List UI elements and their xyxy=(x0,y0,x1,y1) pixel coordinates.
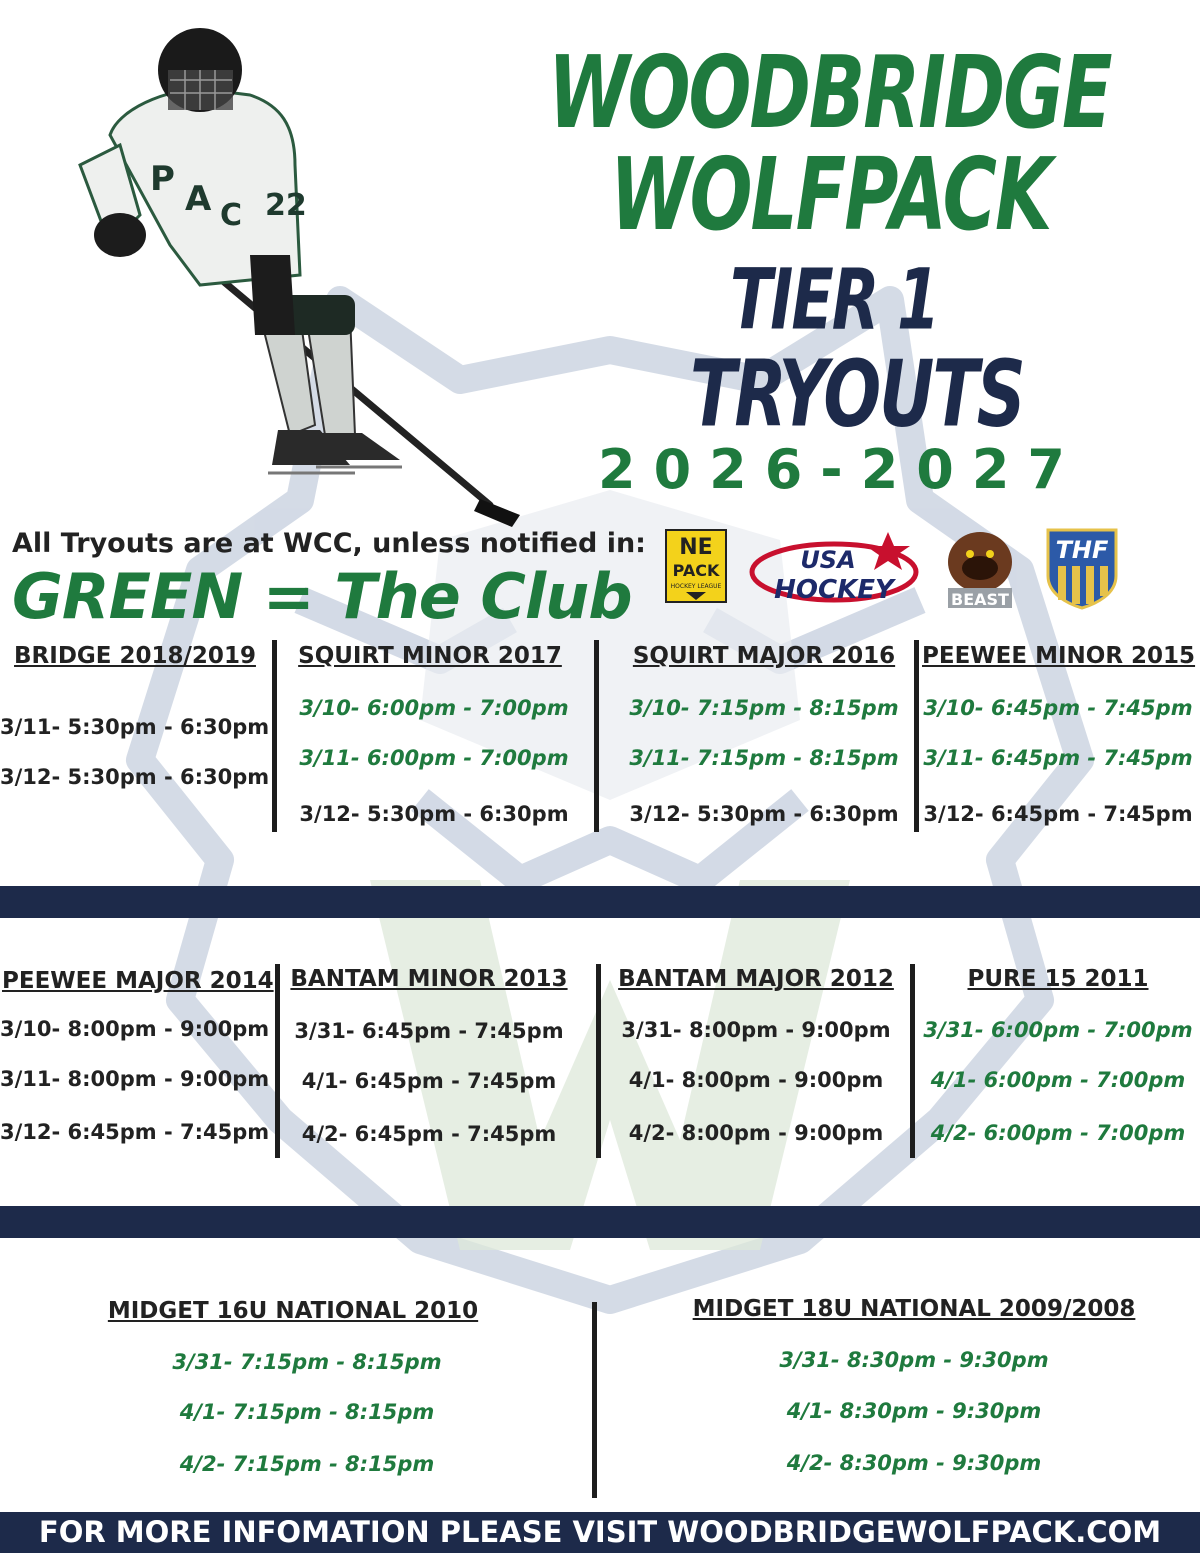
peewee-minor-time-2: 3/11- 6:45pm - 7:45pm xyxy=(923,746,1193,770)
svg-text:A: A xyxy=(185,179,212,219)
peewee-major-time-3: 3/12- 6:45pm - 7:45pm xyxy=(0,1120,270,1144)
bridge-time-1: 3/11- 5:30pm - 6:30pm xyxy=(0,715,270,739)
midget-16u-time-3: 4/2- 7:15pm - 8:15pm xyxy=(179,1452,435,1476)
location-note: All Tryouts are at WCC, unless notified in: xyxy=(12,528,646,559)
beast-logo xyxy=(940,526,1020,612)
bantam-minor-heading: BANTAM MINOR 2013 xyxy=(290,966,568,992)
title-tryouts: TRYOUTS xyxy=(690,342,1024,449)
peewee-major-heading: PEEWEE MAJOR 2014 xyxy=(2,968,274,994)
svg-text:P: P xyxy=(150,159,175,199)
midget-16u-time-1: 3/31- 7:15pm - 8:15pm xyxy=(172,1350,442,1374)
thf-shield-logo xyxy=(1044,526,1120,610)
svg-text:C: C xyxy=(220,198,243,233)
midget-18u-heading: MIDGET 18U NATIONAL 2009/2008 xyxy=(692,1296,1136,1322)
svg-text:BEAST: BEAST xyxy=(951,590,1009,609)
peewee-major-time-1: 3/10- 8:00pm - 9:00pm xyxy=(0,1017,270,1041)
bridge-time-2: 3/12- 5:30pm - 6:30pm xyxy=(0,765,270,789)
title-wolfpack: WOLFPACK xyxy=(610,137,1051,254)
svg-text:NE: NE xyxy=(679,535,713,560)
divider xyxy=(914,640,919,832)
divider xyxy=(594,640,599,832)
squirt-minor-time-3: 3/12- 5:30pm - 6:30pm xyxy=(299,802,569,826)
squirt-minor-time-2: 3/11- 6:00pm - 7:00pm xyxy=(299,746,569,770)
divider xyxy=(272,640,277,832)
svg-text:HOCKEY LEAGUE: HOCKEY LEAGUE xyxy=(670,583,722,590)
nepack-league-logo xyxy=(664,528,728,604)
midget-18u-time-1: 3/31- 8:30pm - 9:30pm xyxy=(779,1348,1049,1372)
svg-text:THF: THF xyxy=(1055,536,1109,564)
usa-hockey-logo xyxy=(748,528,924,606)
midget-18u-time-2: 4/1- 8:30pm - 9:30pm xyxy=(786,1399,1042,1423)
title-woodbridge: WOODBRIDGE xyxy=(548,35,1111,152)
hockey-player-photo xyxy=(50,15,530,535)
midget-18u-time-3: 4/2- 8:30pm - 9:30pm xyxy=(786,1451,1042,1475)
pure15-time-1: 3/31- 6:00pm - 7:00pm xyxy=(923,1018,1193,1042)
section-divider-band xyxy=(0,1206,1200,1238)
pure15-heading: PURE 15 2011 xyxy=(967,966,1149,992)
color-legend: GREEN = The Club xyxy=(12,560,632,633)
peewee-minor-time-3: 3/12- 6:45pm - 7:45pm xyxy=(923,802,1193,826)
squirt-major-time-2: 3/11- 7:15pm - 8:15pm xyxy=(629,746,899,770)
bridge-heading: BRIDGE 2018/2019 xyxy=(14,643,256,669)
peewee-minor-heading: PEEWEE MINOR 2015 xyxy=(922,643,1196,669)
pure15-time-3: 4/2- 6:00pm - 7:00pm xyxy=(930,1121,1186,1145)
divider xyxy=(592,1302,597,1498)
squirt-major-heading: SQUIRT MAJOR 2016 xyxy=(632,643,896,669)
svg-text:22: 22 xyxy=(265,188,307,223)
season-years: 2026-2027 xyxy=(598,438,1083,501)
divider xyxy=(910,964,915,1158)
bantam-major-time-1: 3/31- 8:00pm - 9:00pm xyxy=(621,1018,891,1042)
website-footer[interactable]: FOR MORE INFOMATION PLEASE VISIT WOODBRIDGEWOLFPACK.COM xyxy=(0,1512,1200,1553)
squirt-minor-heading: SQUIRT MINOR 2017 xyxy=(298,643,562,669)
divider xyxy=(596,964,601,1158)
squirt-major-time-1: 3/10- 7:15pm - 8:15pm xyxy=(629,696,899,720)
peewee-minor-time-1: 3/10- 6:45pm - 7:45pm xyxy=(923,696,1193,720)
pure15-time-2: 4/1- 6:00pm - 7:00pm xyxy=(930,1068,1186,1092)
bantam-major-heading: BANTAM MAJOR 2012 xyxy=(618,966,894,992)
squirt-minor-time-1: 3/10- 6:00pm - 7:00pm xyxy=(299,696,569,720)
midget-16u-heading: MIDGET 16U NATIONAL 2010 xyxy=(107,1298,479,1324)
midget-16u-time-2: 4/1- 7:15pm - 8:15pm xyxy=(179,1400,435,1424)
peewee-major-time-2: 3/11- 8:00pm - 9:00pm xyxy=(0,1067,270,1091)
section-divider-band xyxy=(0,886,1200,918)
bantam-major-time-2: 4/1- 8:00pm - 9:00pm xyxy=(628,1068,884,1092)
bantam-minor-time-2: 4/1- 6:45pm - 7:45pm xyxy=(301,1069,557,1093)
svg-text:USA: USA xyxy=(800,546,856,574)
svg-text:PACK: PACK xyxy=(672,561,720,580)
squirt-major-time-3: 3/12- 5:30pm - 6:30pm xyxy=(629,802,899,826)
divider xyxy=(275,964,280,1158)
bantam-major-time-3: 4/2- 8:00pm - 9:00pm xyxy=(628,1121,884,1145)
bantam-minor-time-1: 3/31- 6:45pm - 7:45pm xyxy=(294,1019,564,1043)
svg-text:HOCKEY: HOCKEY xyxy=(774,575,894,605)
bantam-minor-time-3: 4/2- 6:45pm - 7:45pm xyxy=(301,1122,557,1146)
title-tier: TIER 1 xyxy=(730,250,939,349)
